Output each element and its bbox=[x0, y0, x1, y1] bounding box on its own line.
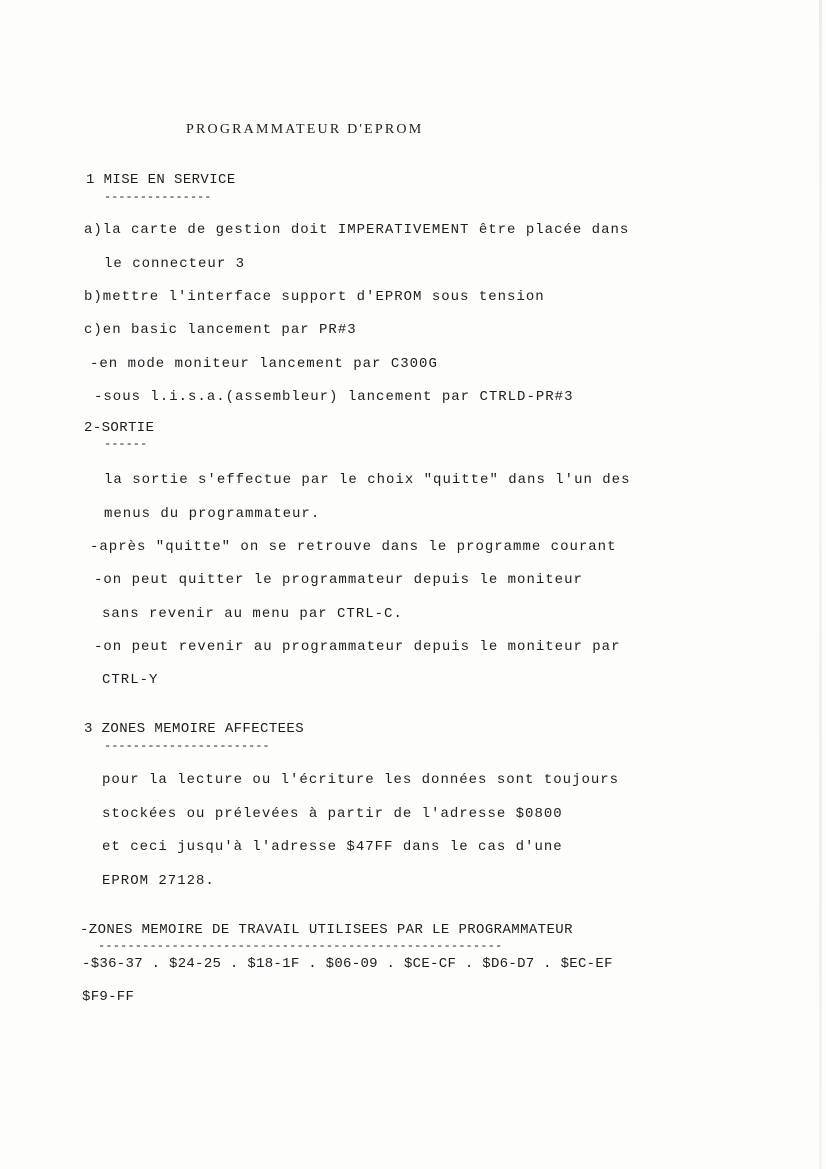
section-4-line-1: -$36-37 . $24-25 . $18-1F . $06-09 . $CE-CF . $D6-D7 . $EC-EF bbox=[82, 956, 613, 972]
section-4-line-2: $F9-FF bbox=[82, 989, 135, 1005]
section-2-line-4: -on peut quitter le programmateur depuis le moniteur bbox=[94, 572, 583, 588]
section-1-line-a-cont: le connecteur 3 bbox=[104, 256, 246, 272]
section-2-line-2: menus du programmateur. bbox=[104, 506, 321, 522]
section-3-underline: ----------------------- bbox=[104, 739, 270, 753]
section-1-underline: --------------- bbox=[104, 190, 212, 204]
section-2-line-3: -après "quitte" on se retrouve dans le programme courant bbox=[90, 539, 617, 555]
section-4-heading: -ZONES MEMOIRE DE TRAVAIL UTILISEES PAR LE PROGRAMMATEUR bbox=[80, 922, 573, 938]
page-edge-shadow bbox=[819, 0, 822, 1169]
section-2-line-7: CTRL-Y bbox=[102, 672, 159, 688]
section-2-underline: ------ bbox=[104, 437, 148, 451]
page-title: PROGRAMMATEUR D'EPROM bbox=[186, 122, 424, 137]
section-3-line-4: EPROM 27128. bbox=[102, 873, 215, 889]
section-3-line-3: et ceci jusqu'à l'adresse $47FF dans le cas d'une bbox=[102, 839, 563, 855]
section-2-line-1: la sortie s'effectue par le choix "quitte" dans l'un des bbox=[104, 472, 631, 488]
section-2-heading: 2-SORTIE bbox=[84, 420, 155, 436]
section-1-line-b: b)mettre l'interface support d'EPROM sous tension bbox=[84, 289, 545, 305]
section-1-line-c: c)en basic lancement par PR#3 bbox=[84, 322, 357, 338]
section-1-line-lisa: -sous l.i.s.a.(assembleur) lancement par CTRLD-PR#3 bbox=[94, 389, 574, 405]
section-1-heading: 1 MISE EN SERVICE bbox=[86, 172, 236, 188]
section-1-line-a: a)la carte de gestion doit IMPERATIVEMENT être placée dans bbox=[84, 222, 630, 238]
section-3-line-2: stockées ou prélevées à partir de l'adresse $0800 bbox=[102, 806, 563, 822]
section-3-line-1: pour la lecture ou l'écriture les données sont toujours bbox=[102, 772, 620, 788]
section-2-line-5: sans revenir au menu par CTRL-C. bbox=[102, 606, 403, 622]
section-2-line-6: -on peut revenir au programmateur depuis le moniteur par bbox=[94, 639, 621, 655]
section-3-heading: 3 ZONES MEMOIRE AFFECTEES bbox=[84, 721, 305, 737]
section-4-underline: ------------------------------------------------------- bbox=[98, 939, 503, 953]
section-1-line-moniteur: -en mode moniteur lancement par C300G bbox=[90, 356, 438, 372]
